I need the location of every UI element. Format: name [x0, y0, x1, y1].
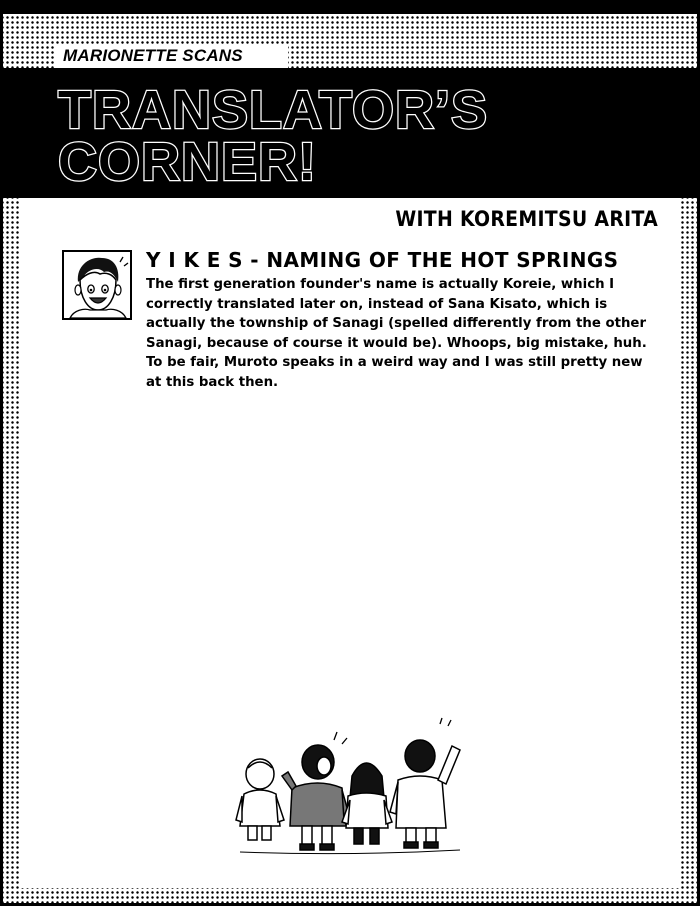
four-characters-from-behind-icon [230, 716, 470, 856]
byline: WITH KOREMITSU ARITA [395, 207, 658, 231]
scan-group-label: MARIONETTE SCANS [63, 46, 243, 65]
entry-title: Y I K E S - NAMING OF THE HOT SPRINGS [146, 248, 619, 272]
page-title-line-1: TRANSLATOR’S [58, 80, 488, 140]
top-border [0, 0, 700, 14]
entry-body: The first generation founder's name is actually Koreie, which I correctly translated later on, instead of Sana Kisato, which is actually the township of Sanagi (spelled differently from the other Sanagi, because of course it would be). Whoops, big mistake, huh. To be fair, Muroto speaks in a weird way and I was still pretty new at this back then. [146, 277, 647, 390]
page-title-line-2: CORNER! [58, 132, 317, 192]
translator-avatar-icon [62, 250, 132, 320]
